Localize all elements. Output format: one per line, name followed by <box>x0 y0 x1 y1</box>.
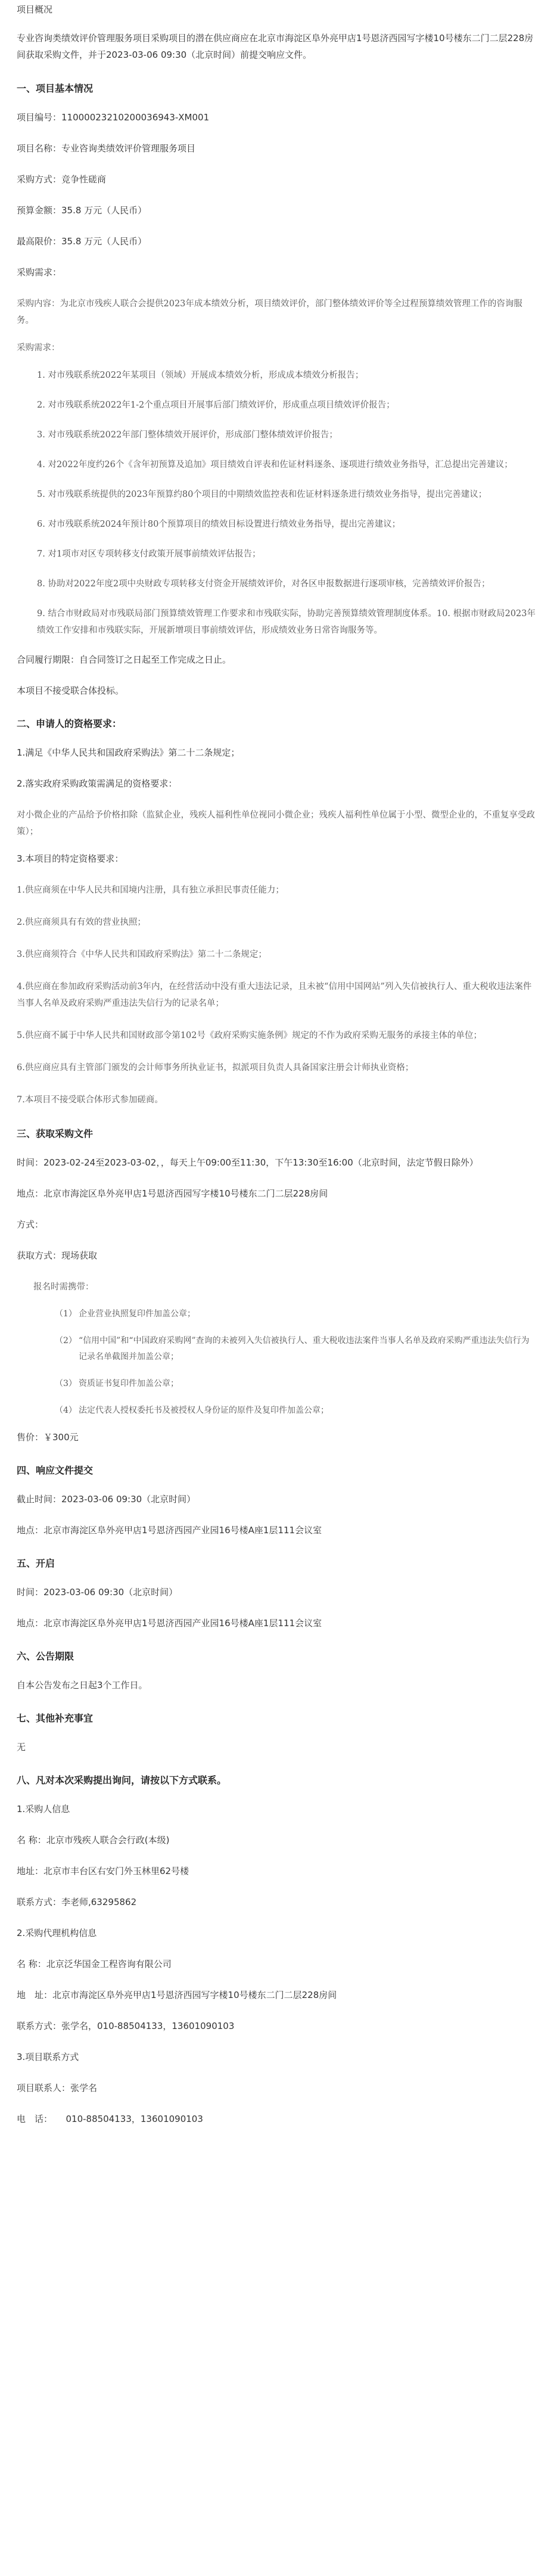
section-2-heading: 二、申请人的资格要求： <box>17 718 122 729</box>
obtain-method: 获取方式：现场获取 <box>17 1250 98 1261</box>
announcement-period: 自本公告发布之日起3个工作日。 <box>17 1680 148 1691</box>
agency-address: 地 址：北京市海淀区阜外亮甲店1号恩济西园写字楼10号楼东二门二层228房间 <box>17 1990 337 2000</box>
bring-item-text: 法定代表人授权委托书及被授权人身份证的原件及复印件加盖公章； <box>79 1406 329 1415</box>
requirement-item: 1. 对市残联系统2022年某项目（领域）开展成本绩效分析，形成成本绩效分析报告； <box>37 371 364 380</box>
bring-item <box>17 1306 537 1322</box>
bring-item-number: （1） <box>55 1309 77 1319</box>
announcement-page <box>0 2 554 2127</box>
submission-place: 地点：北京市海淀区阜外亮甲店1号恩济西园产业园16号楼A座1层111会议室 <box>17 1525 322 1536</box>
opening-time: 时间：2023-03-06 09:30（北京时间） <box>17 1587 178 1598</box>
requirement-item: 5. 对市残联系统提供的2023年预算约80个项目的中期绩效监控表和佐证材料逐条进行绩效业务指导，提出完善建议； <box>37 490 487 499</box>
requirement-item: 7. 对1项市对区专项转移支付政策开展事前绩效评估报告； <box>37 549 261 559</box>
overview-title: 项目概况 <box>17 4 53 15</box>
requirement-item: 2. 对市残联系统2022年1-2个重点项目开展事后部门绩效评价，形成重点项目绩效评价报告； <box>37 400 395 410</box>
qualification-1: 1.满足《中华人民共和国政府采购法》第二十二条规定； <box>17 747 240 758</box>
requirements-list <box>17 367 537 639</box>
specific-requirement-item: 1.供应商须在中华人民共和国境内注册，具有独立承担民事责任能力； <box>17 885 284 895</box>
section-1-heading: 一、项目基本情况 <box>17 83 94 94</box>
project-name: 项目名称：专业咨询类绩效评价管理服务项目 <box>17 143 196 154</box>
bring-item-text: 企业营业执照复印件加盖公章； <box>79 1309 195 1319</box>
requirement-item: 4. 对2022年度约26个《含年初预算及追加》项目绩效自评表和佐证材料逐条、逐项进行绩效业务指导，汇总提出完善建议； <box>37 460 513 470</box>
bring-items-title: 报名时需携带： <box>33 1282 94 1292</box>
bring-item-number: （4） <box>55 1406 77 1415</box>
section-6-heading: 六、公告期限 <box>17 1651 74 1662</box>
purchase-method: 采购方式：竞争性磋商 <box>17 174 107 185</box>
needs-label: 采购需求： <box>17 267 62 278</box>
agency-name: 名 称：北京泛华国金工程咨询有限公司 <box>17 1959 172 1969</box>
submission-deadline: 截止时间：2023-03-06 09:30（北京时间） <box>17 1494 196 1505</box>
section-5-heading: 五、开启 <box>17 1558 55 1569</box>
other-matters: 无 <box>17 1742 26 1752</box>
requirement-item: 3. 对市残联系统2022年部门整体绩效开展评价，形成部门整体绩效评价报告； <box>37 430 338 440</box>
intro-paragraph: 专业咨询类绩效评价管理服务项目采购项目的潜在供应商应在北京市海淀区阜外亮甲店1号恩济西园写字楼10号楼东二门二层228房间获取采购文件，并于2023-03-06 09:30（北京时间）前提交响应文件。 <box>17 33 534 60</box>
project-contact-phone: 电 话： 010-88504133，13601090103 <box>17 2114 203 2124</box>
bring-items-list <box>17 1306 537 1419</box>
qualification-2: 2.落实政府采购政策需满足的资格要求： <box>17 778 178 789</box>
purchase-content: 采购内容：为北京市残疾人联合会提供2023年成本绩效分析，项目绩效评价，部门整体绩效评价等全过程预算绩效管理工作的咨询服务。 <box>17 299 522 325</box>
specific-requirement-item: 6.供应商应具有主管部门颁发的会计师事务所执业证书，拟派项目负责人具备国家注册会计师执业资格； <box>17 1063 414 1073</box>
bring-item-text: “信用中国”和“中国政府采购网”查询的未被列入失信被执行人、重大税收违法案件当事人名单及政府采购严重违法失信行为记录名单截图并加盖公章； <box>79 1336 530 1362</box>
obtain-place: 地点：北京市海淀区阜外亮甲店1号恩济西园写字楼10号楼东二门二层228房间 <box>17 1188 328 1199</box>
opening-place: 地点：北京市海淀区阜外亮甲店1号恩济西园产业园16号楼A座1层111会议室 <box>17 1618 322 1629</box>
agency-contact: 联系方式：张学名，010-88504133，13601090103 <box>17 2021 235 2031</box>
purchaser-info-title: 1.采购人信息 <box>17 1804 70 1814</box>
requirement-item: 9. 结合市财政局对市残联局部门预算绩效管理工作要求和市残联实际，协助完善预算绩效管理制度体系。10. 根据市财政局2023年绩效工作安排和市残联实际，开展新增项目事前绩效评估，形成绩效业务日常咨询服务等。 <box>37 609 536 635</box>
bring-item-text: 资质证书复印件加盖公章； <box>79 1379 179 1388</box>
specific-requirement-item: 2.供应商须具有有效的营业执照； <box>17 918 146 927</box>
requirement-item: 6. 对市残联系统2024年预计80个预算项目的绩效目标设置进行绩效业务指导，提出完善建议； <box>37 520 401 529</box>
max-price: 最高限价：35.8 万元（人民币） <box>17 236 147 247</box>
specific-requirements-list <box>17 882 537 1108</box>
section-3-heading: 三、获取采购文件 <box>17 1128 94 1139</box>
qualification-3: 3.本项目的特定资格要求： <box>17 853 124 864</box>
requirements-label: 采购需求： <box>17 343 60 353</box>
agency-info-title: 2.采购代理机构信息 <box>17 1928 97 1938</box>
purchaser-address: 地址：北京市丰台区右安门外玉林里62号楼 <box>17 1866 189 1876</box>
specific-requirement-item: 3.供应商须符合《中华人民共和国政府采购法》第二十二条规定； <box>17 950 267 959</box>
project-number: 项目编号：11000023210200036943-XM001 <box>17 112 210 123</box>
specific-requirement-item: 7.本项目不接受联合体形式参加磋商。 <box>17 1095 163 1105</box>
section-4-heading: 四、响应文件提交 <box>17 1465 94 1476</box>
budget-amount: 预算金额：35.8 万元（人民币） <box>17 205 147 216</box>
purchaser-name: 名 称：北京市残疾人联合会行政(本级) <box>17 1835 170 1845</box>
specific-requirement-item: 4.供应商在参加政府采购活动前3年内，在经营活动中没有重大违法记录，且未被“信用中国网站”列入失信被执行人、重大税收违法案件当事人名单及政府采购严重违法失信行为的记录名单； <box>17 982 532 1008</box>
section-8-heading: 八、凡对本次采购提出询问，请按以下方式联系。 <box>17 1775 227 1786</box>
bring-item-number: （3） <box>55 1379 77 1388</box>
no-consortium-note: 本项目不接受联合体投标。 <box>17 685 125 696</box>
obtain-time: 时间：2023-02-24至2023-03-02，，每天上午09:00至11:30，下午13:30至16:00（北京时间，法定节假日除外） <box>17 1157 478 1168</box>
bring-item <box>17 1376 537 1392</box>
project-contact-person: 项目联系人：张学名 <box>17 2083 98 2093</box>
requirement-item: 8. 协助对2022年度2项中央财政专项转移支付资金开展绩效评价，对各区申报数据进行逐项审核，完善绩效评价报告； <box>37 579 490 589</box>
document-price: 售价：￥300元 <box>17 1432 79 1443</box>
section-7-heading: 七、其他补充事宜 <box>17 1713 94 1724</box>
contract-period: 合同履行期限：自合同签订之日起至工作完成之日止。 <box>17 654 232 665</box>
bring-item-number: （2） <box>55 1336 77 1346</box>
bring-item <box>17 1403 537 1419</box>
obtain-method-label: 方式： <box>17 1219 44 1230</box>
qualification-2-detail: 对小微企业的产品给予价格扣除（监狱企业，残疾人福利性单位视同小微企业；残疾人福利性单位属于小型、微型企业的，不重复享受政策）； <box>17 810 535 837</box>
purchaser-contact: 联系方式：李老师,63295862 <box>17 1897 137 1907</box>
bring-item <box>17 1333 537 1365</box>
project-contact-title: 3.项目联系方式 <box>17 2052 79 2062</box>
specific-requirement-item: 5.供应商不属于中华人民共和国财政部令第102号《政府采购实施条例》规定的不作为政府采购无服务的承接主体的单位； <box>17 1031 483 1040</box>
